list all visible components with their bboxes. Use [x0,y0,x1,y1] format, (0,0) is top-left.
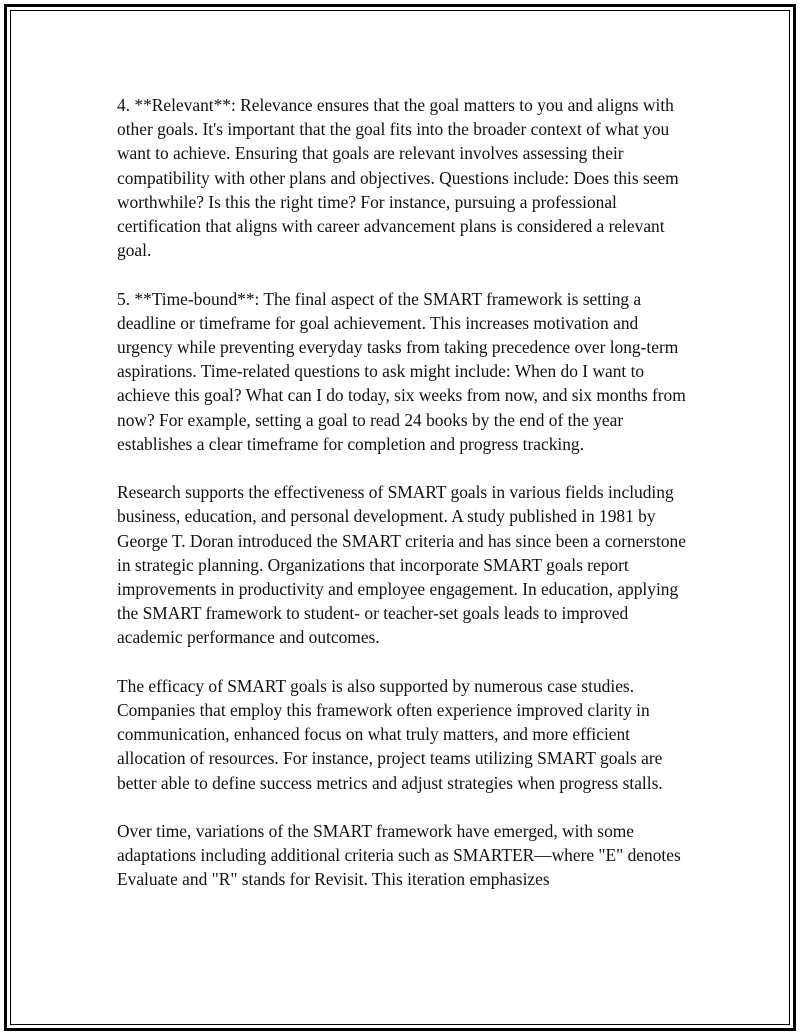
paragraph-time-bound: 5. **Time-bound**: The final aspect of the SMART framework is setting a deadline or timeframe for goal achievement. This increases motivation and urgency while preventing everyday tasks from taking precedence over long-term aspirations. Time-related questions to ask might include: When do I want to achieve this goal? What can I do today, six weeks from now, and six months from now? For example, setting a goal to read 24 books by the end of the year establishes a clear timeframe for completion and progress tracking. [117,288,686,454]
paragraph-variations: Over time, variations of the SMART framework have emerged, with some adaptations including additional criteria such as SMARTER—where "E" denotes Evaluate and "R" stands for Revisit. This iteration emphasizes [117,821,681,890]
paragraph-efficacy: The efficacy of SMART goals is also supported by numerous case studies. Companies that employ this framework often experience improved clarity in communication, enhanced focus on what truly matters, and more efficient allocation of resources. For instance, project teams utilizing SMART goals are better able to define success metrics and adjust strategies when progress stalls. [117,675,663,793]
document-body [117,93,689,916]
paragraph-relevant: 4. **Relevant**: Relevance ensures that the goal matters to you and aligns with other goals. It's important that the goal fits into the broader context of what you want to achieve. Ensuring that goals are relevant involves assessing their compatibility with other plans and objectives. Questions include: Does this seem worthwhile? Is this the right time? For instance, pursuing a professional certification that aligns with career advancement plans is considered a relevant goal. [117,95,679,261]
paragraph-research: Research supports the effectiveness of SMART goals in various fields including business, education, and personal development. A study published in 1981 by George T. Doran introduced the SMART criteria and has since been a cornerstone in strategic planning. Organizations that incorporate SMART goals report improvements in productivity and employee engagement. In education, applying the SMART framework to student- or teacher-set goals leads to improved academic performance and outcomes. [117,482,686,648]
